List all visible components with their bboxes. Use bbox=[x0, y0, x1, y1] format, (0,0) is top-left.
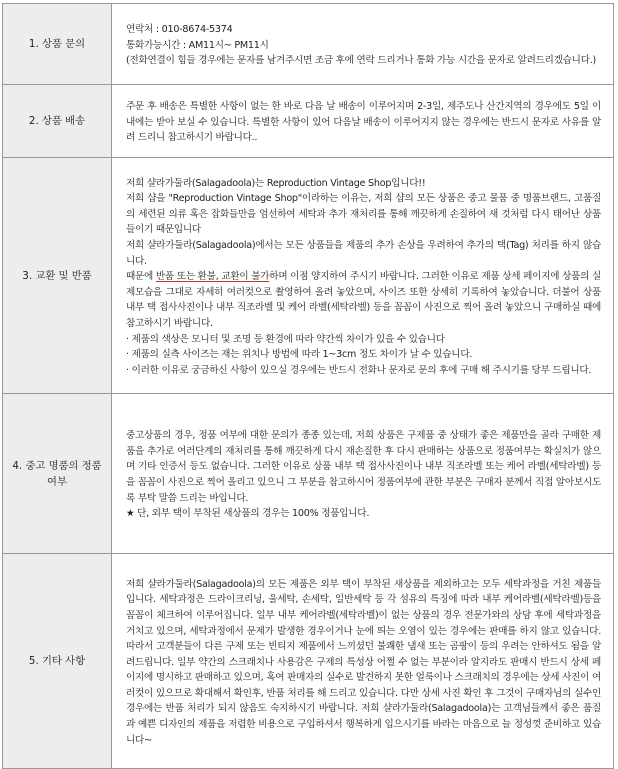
row-content bbox=[112, 85, 614, 158]
authenticity-star-note: ★ 단, 외부 택이 부착된 새상품의 경우는 100% 정품입니다. bbox=[126, 508, 370, 520]
row-label: 3. 교환 및 반품 bbox=[3, 158, 112, 394]
row-label: 5. 기타 사항 bbox=[3, 554, 112, 769]
no-return-post: 하며 이점 양지하여 주시기 바랍니다. 그러한 이유로 제품 상세 페이지에 상품의 실제모습을 그대로 자세히 여러컷으로 촬영하여 올려 놓았으며, 사이즈 또한 상세히 기록하여 놓았습니다. 더불어 상품 내부 택 접사사진이나 내부 직조라벨 및 케어 라벨(세탁라벨) 등을 꼼꼼이 사진으로 찍어 올려 놓았으니 구매하실 때에 참고하시기 바랍니다. bbox=[126, 271, 601, 329]
shop-concept: 저희 샵을 "Reproduction Vintage Shop"이라하는 이유는, 저희 샵의 모든 상품은 중고 물품 중 명품브랜드, 고품질의 세련된 의류 혹은 잡화들만을 엄선하여 세탁과 추가 재처리를 통해 깨끗하게 손질하여 새 것처럼 다시 태어난 상품들이기 때문입니다 bbox=[126, 193, 601, 236]
shop-intro: 저희 샬라가둘라(Salagadoola)는 Reproduction Vintage Shop입니다!! bbox=[126, 177, 426, 189]
etc-text: 저희 샬라가둘라(Salagadoola)의 모든 제품은 외부 택이 부착된 새상품을 제외하고는 모두 세탁과정을 거친 제품들입니다. 세탁과정은 드라이크리닝, 울세탁, 손세탁, 일반세탁 등 각 섬유의 특징에 따라 내부 케어라벨(세탁라벨)등을 꼼꼼이 체크하여 이루어집니다. 일부 내부 케어라벨(세탁라벨)이 없는 상품의 경우 전문가와의 상담 후에 세탁과정을 거치고 있으며, 세탁과정에서 문제가 발생한 경우이거나 눈에 띄는 오염이 있는 경우에는 판매를 하지 않고 있습니다. 따라서 고객분들이 다른 구제 또는 빈티지 제품에서 느끼셨던 불쾌한 냄새 또는 곰팡이 등의 우려는 안하셔도 됨을 알려드립니다. 일부 약간의 스크래치나 사용감은 구제의 특성상 어쩔 수 없는 부분이라 알지라도 판매시 반드시 상세 페이지에 명시하고 판매하고 있으며, 혹여 판매자의 실수로 발견하지 못한 얼룩이나 스크래치의 경우에는 상세 사진이 여러컷이 있으므로 확대해서 확인후, 반품 처리를 해 드리고 있습니다. 다만 상세 사진 확인 후 그것이 구매자님의 실수인 경우에는 반품 처리가 되지 않음도 숙지하시기 바랍니다. 저희 샬라가둘라(Salagadoola)는 고객님들께서 좋은 품질과 예쁜 디자인의 제품을 저렴한 비용으로 구입하셔서 행복하게 입으시기를 바라는 마음으로 늘 정성껏 준비하고 있습니다~ bbox=[126, 578, 601, 746]
call-hours-line: 통화가능시간 : AM11시~ PM11시 bbox=[126, 39, 269, 51]
row-content bbox=[112, 554, 614, 769]
row-content bbox=[112, 4, 614, 85]
tag-policy: 저희 샬라가둘라(Salagadoola)에서는 모든 상품들을 제품의 추가 손상을 우려하여 추가의 택(Tag) 처리를 하지 않습니다. bbox=[126, 240, 601, 267]
row-label: 2. 상품 배송 bbox=[3, 85, 112, 158]
policy-row-returns bbox=[3, 158, 614, 394]
row-label: 4. 중고 명품의 정품 여부 bbox=[3, 394, 112, 554]
policy-row-shipping bbox=[3, 85, 614, 158]
shipping-text: 주문 후 배송은 특별한 사항이 없는 한 바로 다음 날 배송이 이루어지며 2-3일, 제주도나 산간지역의 경우에도 5일 이내에는 받아 보실 수 있습니다. 특별한 사항이 있어 다음날 배송이 이루어지지 않는 경우에는 반드시 문자로 사유를 알려 드리니 참고하시기 바랍니다.. bbox=[126, 101, 601, 144]
policy-row-inquiry bbox=[3, 4, 614, 85]
policy-row-etc bbox=[3, 554, 614, 769]
contact-note: (전화연결이 힘들 경우에는 문자를 남겨주시면 조금 후에 연락 드리거나 통화 가능 시간을 문자로 알려드리겠습니다.) bbox=[126, 55, 597, 67]
row-content bbox=[112, 158, 614, 394]
no-return-notice bbox=[126, 269, 601, 331]
policy-row-authenticity bbox=[3, 394, 614, 554]
authenticity-text: 중고상품의 경우, 정품 여부에 대한 문의가 종종 있는데, 저희 상품은 구제품 중 상태가 좋은 제품만을 골라 구매한 제품을 추가로 여러단계의 재처리를 통해 깨끗하게 다시 재손질한 후 다시 판매하는 상품으로 정품여부는 확실치가 않으며 기타 인증서 등도 없습니다. 그러한 이유로 상품 내부 택 접사사진이나 내부 직조라벨 또는 케어 라벨(세탁라벨) 등을 꼼꼼이 사진으로 찍어 올리고 있으니 그 부분을 참고하시어 정품여부에 관한 부분은 구매자 분께서 직접 알아보시도록 부탁 말씀 드리는 바입니다. bbox=[126, 430, 601, 504]
no-return-underline: 반품 또는 환불, 교환이 불가 bbox=[155, 271, 270, 283]
inquiry-note: · 이러한 이유로 궁금하신 사항이 있으실 경우에는 반드시 전화나 문자로 문의 후에 구매 해 주시기를 당부 드립니다. bbox=[126, 364, 592, 376]
shop-policy-table bbox=[2, 3, 614, 769]
size-note: · 제품의 실측 사이즈는 재는 위치나 방법에 따라 1~3cm 정도 차이가 날 수 있습니다. bbox=[126, 349, 473, 361]
contact-line: 연락처 : 010-8674-5374 bbox=[126, 24, 233, 36]
no-return-pre: 때문에 bbox=[126, 271, 156, 283]
row-label: 1. 상품 문의 bbox=[3, 4, 112, 85]
row-content bbox=[112, 394, 614, 554]
color-note: · 제품의 색상은 모니터 및 조명 등 환경에 따라 약간씩 차이가 있을 수 있습니다 bbox=[126, 333, 445, 345]
